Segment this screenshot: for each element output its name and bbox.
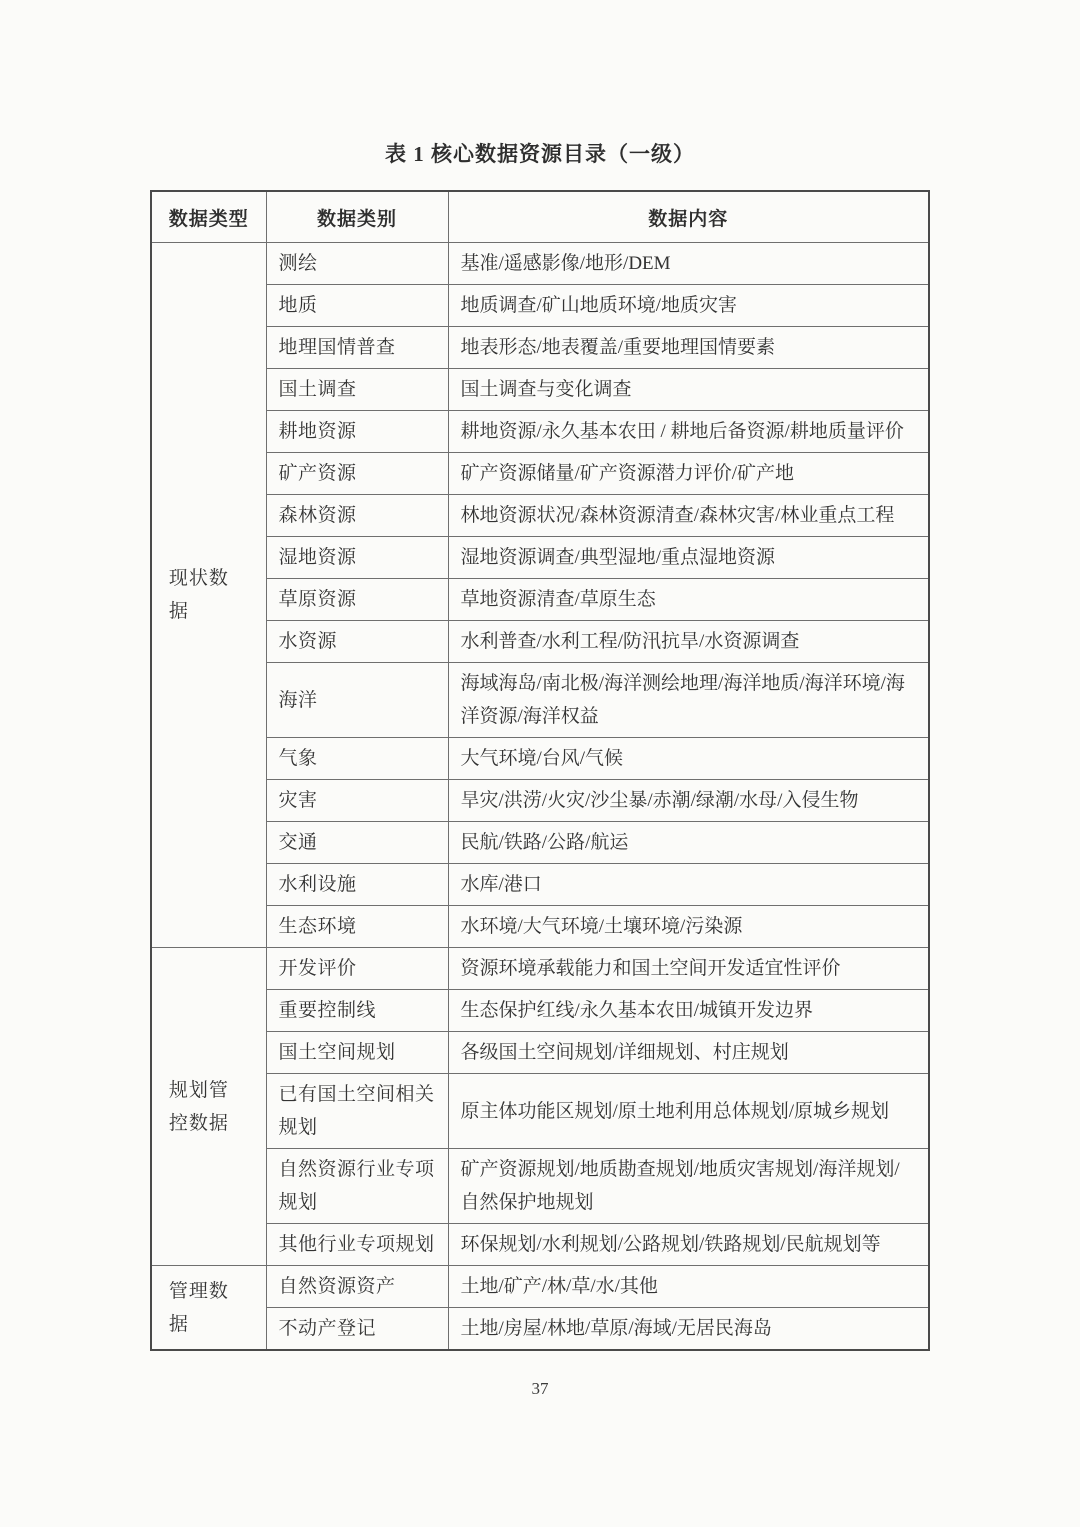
- page-number: 37: [531, 1379, 549, 1398]
- category-cell: 测绘: [266, 243, 448, 285]
- table-row: [151, 948, 929, 990]
- table-row: [151, 1032, 929, 1074]
- table-row: [151, 1074, 929, 1149]
- category-cell: 草原资源: [266, 579, 448, 621]
- table-row: [151, 453, 929, 495]
- content-cell: 民航/铁路/公路/航运: [448, 822, 929, 864]
- content-cell: 各级国土空间规划/详细规划、村庄规划: [448, 1032, 929, 1074]
- table-row: [151, 864, 929, 906]
- content-cell: 水利普查/水利工程/防汛抗旱/水资源调查: [448, 621, 929, 663]
- table-row: [151, 495, 929, 537]
- category-cell: 气象: [266, 738, 448, 780]
- table-row: [151, 579, 929, 621]
- category-cell: 开发评价: [266, 948, 448, 990]
- content-cell: 湿地资源调查/典型湿地/重点湿地资源: [448, 537, 929, 579]
- table-row: [151, 621, 929, 663]
- category-cell: 海洋: [266, 663, 448, 738]
- category-cell: 地理国情普查: [266, 327, 448, 369]
- table-row: [151, 738, 929, 780]
- header-row: [151, 191, 929, 243]
- data-type-label: 规划管控数据: [168, 1079, 229, 1134]
- content-cell: 地质调查/矿山地质环境/地质灾害: [448, 285, 929, 327]
- category-cell: 不动产登记: [266, 1308, 448, 1351]
- page-title: 表 1 核心数据资源目录（一级）: [385, 142, 695, 166]
- table-row: [151, 990, 929, 1032]
- category-cell: 地质: [266, 285, 448, 327]
- content-cell: 生态保护红线/永久基本农田/城镇开发边界: [448, 990, 929, 1032]
- category-cell: 生态环境: [266, 906, 448, 948]
- category-cell: 国土调查: [266, 369, 448, 411]
- category-cell: 森林资源: [266, 495, 448, 537]
- table-row: [151, 1266, 929, 1308]
- category-cell: 自然资源行业专项规划: [266, 1149, 448, 1224]
- content-cell: 耕地资源/永久基本农田 / 耕地后备资源/耕地质量评价: [448, 411, 929, 453]
- content-cell: 矿产资源规划/地质勘查规划/地质灾害规划/海洋规划/自然保护地规划: [448, 1149, 929, 1224]
- content-cell: 矿产资源储量/矿产资源潜力评价/矿产地: [448, 453, 929, 495]
- data-type-group-cell: [151, 243, 266, 948]
- content-cell: 水库/港口: [448, 864, 929, 906]
- content-cell: 原主体功能区规划/原土地利用总体规划/原城乡规划: [448, 1074, 929, 1149]
- category-cell: 水利设施: [266, 864, 448, 906]
- header-data-category: 数据类别: [266, 191, 448, 243]
- content-cell: 草地资源清查/草原生态: [448, 579, 929, 621]
- category-cell: 湿地资源: [266, 537, 448, 579]
- category-cell: 已有国土空间相关规划: [266, 1074, 448, 1149]
- table-row: [151, 327, 929, 369]
- category-cell: 矿产资源: [266, 453, 448, 495]
- table-row: [151, 822, 929, 864]
- table-row: [151, 663, 929, 738]
- category-cell: 自然资源资产: [266, 1266, 448, 1308]
- category-cell: 国土空间规划: [266, 1032, 448, 1074]
- category-cell: 重要控制线: [266, 990, 448, 1032]
- table-row: [151, 1224, 929, 1266]
- data-type-label: 现状数据: [168, 568, 229, 622]
- content-cell: 海域海岛/南北极/海洋测绘地理/海洋地质/海洋环境/海洋资源/海洋权益: [448, 663, 929, 738]
- category-cell: 交通: [266, 822, 448, 864]
- content-cell: 土地/矿产/林/草/水/其他: [448, 1266, 929, 1308]
- content-cell: 地表形态/地表覆盖/重要地理国情要素: [448, 327, 929, 369]
- data-type-label: 管理数据: [168, 1280, 229, 1335]
- table-row: [151, 285, 929, 327]
- content-cell: 环保规划/水利规划/公路规划/铁路规划/民航规划等: [448, 1224, 929, 1266]
- table-row: [151, 369, 929, 411]
- category-cell: 其他行业专项规划: [266, 1224, 448, 1266]
- table-row: [151, 1308, 929, 1351]
- table-row: [151, 411, 929, 453]
- table-row: [151, 780, 929, 822]
- content-cell: 基准/遥感影像/地形/DEM: [448, 243, 929, 285]
- header-data-content: 数据内容: [448, 191, 929, 243]
- data-type-group-cell: [151, 1266, 266, 1351]
- table-row: [151, 906, 929, 948]
- data-type-group-cell: [151, 948, 266, 1266]
- content-cell: 林地资源状况/森林资源清查/森林灾害/林业重点工程: [448, 495, 929, 537]
- core-data-catalog-table: [150, 190, 930, 1351]
- content-cell: 资源环境承载能力和国土空间开发适宜性评价: [448, 948, 929, 990]
- content-cell: 土地/房屋/林地/草原/海域/无居民海岛: [448, 1308, 929, 1351]
- category-cell: 灾害: [266, 780, 448, 822]
- content-cell: 水环境/大气环境/土壤环境/污染源: [448, 906, 929, 948]
- table-row: [151, 537, 929, 579]
- content-cell: 旱灾/洪涝/火灾/沙尘暴/赤潮/绿潮/水母/入侵生物: [448, 780, 929, 822]
- header-data-type: 数据类型: [151, 191, 266, 243]
- content-cell: 大气环境/台风/气候: [448, 738, 929, 780]
- category-cell: 水资源: [266, 621, 448, 663]
- table-row: [151, 1149, 929, 1224]
- content-cell: 国土调查与变化调查: [448, 369, 929, 411]
- category-cell: 耕地资源: [266, 411, 448, 453]
- table-row: [151, 243, 929, 285]
